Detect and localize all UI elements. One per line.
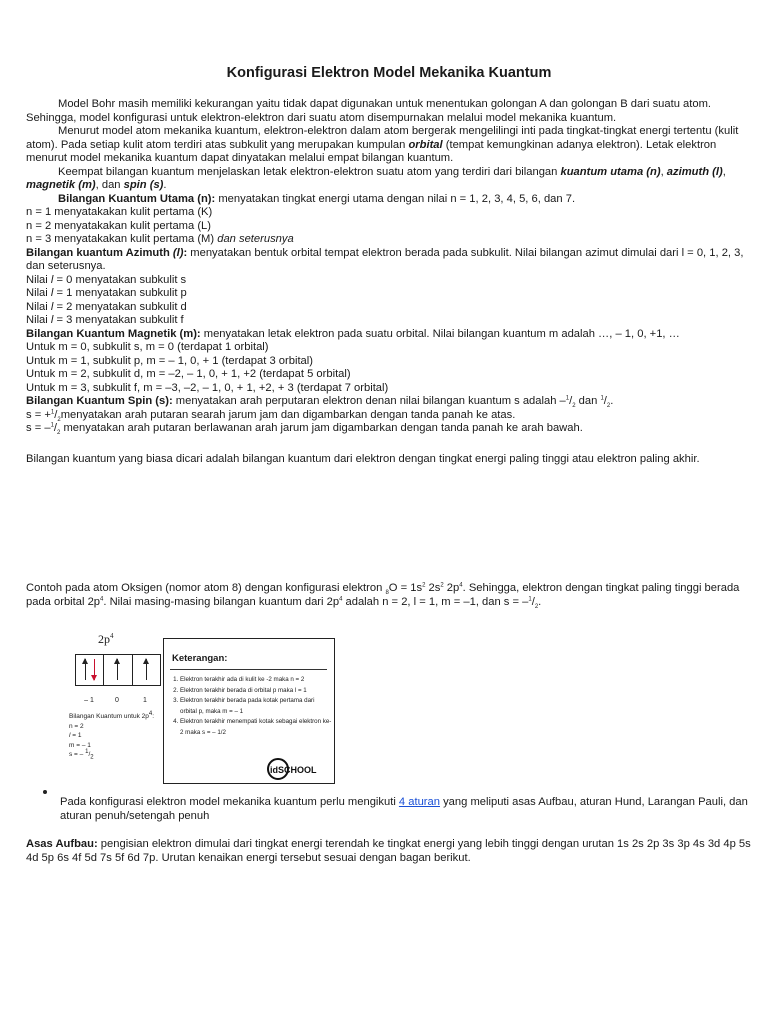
s-positive-line: $s = +^1/_2menyatakan$ arah putaran searah jarum jam dan digambarkan dengan tanda panah ke atas. [26,408,516,423]
qn-title-sup: 4 [148,710,153,717]
n-definition [26,193,752,207]
exp-1: 2 [422,582,426,589]
m0-line: Untuk m = 0, subkulit s, m = 0 (terdapat 1 orbital) [26,341,269,353]
explanation-item: 4. Elektron terakhir menempati kotak sebagai elektron ke-2 maka s = – 1/2 [180,717,332,738]
l-heading-symbol: (l) [172,246,184,259]
l3-text: = 3 menyatakan subkulit f [53,314,184,326]
s-heading: Bilangan Kuantum Spin (s): [26,395,173,407]
nilai-word: Nilai [26,273,51,286]
l3-line [26,314,752,328]
paragraph-dicari: Bilangan kuantum yang biasa dicari adalah bilangan kuantum dari elektron dengan tingkat energi paling tinggi atau elektron paling akhir. [26,453,700,465]
explanation-title: Keterangan: [172,653,228,664]
s-positive-text: menyatakan arah putaran searah jarum jam dan digambarkan dengan tanda panah ke atas. [60,408,516,421]
m-value: – 1 [84,697,94,704]
exp-2: 2 [440,582,444,589]
n1-line: n = 1 menyatakakan kulit pertama (K) [26,206,213,218]
m3-line: Untuk m = 3, subkulit f, m = –3, –2, – 1, 0, + 1, +2, + 3 (terdapat 7 orbital) [26,381,389,394]
example-text-d: 2p [443,582,460,594]
bullet-rules [60,796,752,823]
arrow-up-icon [146,659,147,680]
half-den: 2 [534,603,539,610]
half-num: 1 [50,408,55,415]
l-definition [26,247,752,274]
s-negative-text: menyatakan arah putaran berlawanan arah jarum jam digambarkan dengan tanda panah ke arah bawah. [60,422,583,434]
qn-m: m = – 1 [69,741,91,749]
paragraph-four-numbers [26,166,752,193]
logo-mark: idSCHOOL [270,765,317,775]
n-heading: Bilangan Kuantum Utama (n): [58,192,216,205]
atomic-number: 8 [385,590,389,597]
example-text-a: Contoh pada atom Oksigen (nomor atom 8) dengan konfigurasi elektron [26,582,386,594]
m-value: 1 [143,697,147,704]
half-num: 1 [50,422,54,429]
term-azimuth: azimuth (l) [666,165,723,178]
half-num: 1 [600,395,604,402]
exp-3: 4 [459,582,463,589]
l0-line [26,274,752,288]
paragraph-four-text: Keempat bilangan kuantum menjelaskan letak elektron-elektron suatu atom yang terdiri dari bilangan [58,165,561,178]
s-description-c: . [610,395,614,407]
quantum-number-list [69,712,154,760]
l-heading-text: Bilangan kuantum Azimuth [26,246,173,259]
half-num: 1 [85,748,89,755]
nilai-word: Nilai [26,300,51,313]
orbital-label-sup: 4 [110,632,114,640]
n3-text: n = 3 menyatakakan kulit pertama (M) [26,233,218,245]
bullet-text-a: Pada konfigurasi elektron model mekanika kuantum perlu mengikuti [60,796,399,808]
qn-title-colon: : [152,713,155,720]
orbital-term: orbital [408,138,443,151]
m-value-labels [75,697,159,704]
qn-title-text: Bilangan Kuantum untuk 2p [69,713,149,720]
paragraph-orbital-text-a: Menurut model atom mekanika kuantum, elektron-elektron dalam atom bergerak mengelilingi inti pada tingkat-tingkat energi tertentu (kulit atom). Pada setiap kulit atom terdiri atas subkulit yang merupakan kumpulan [26,125,739,151]
qn-title [69,712,154,722]
explanation-item: 3. Elektron terakhir berada pada kotak pertama dari orbital p, maka m = – 1 [180,696,332,717]
orbital-box-1 [76,655,104,685]
s-negative-symbol: s = – [26,422,51,434]
s-negative-line: $s = -^1/_2$ menyatakan arah putaran berlawanan arah jarum jam digambarkan dengan tanda panah ke arah bawah. [26,422,583,437]
bullet-text-b: yang meliputi asas Aufbau, aturan Hund, Larangan Pauli, dan aturan penuh/setengah penuh [60,796,748,822]
half-den: 2 [57,430,61,437]
example-text-b: O = 1s [388,582,423,594]
orbital-box-3 [133,655,160,685]
arrow-up-icon [117,659,118,680]
example-text-e: . Sehingga, elektron dengan tingkat paling tinggi berada pada orbital 2p [26,582,740,608]
l1-line [26,287,752,301]
m-description: menyatakan letak elektron pada suatu orbital. Nilai bilangan kuantum m adalah …, – 1, 0, +1, … [200,327,680,340]
nilai-word: Nilai [26,314,51,326]
m-value: 0 [115,697,119,704]
s-positive-symbol: s = + [26,408,51,421]
qn-l-symbol: l [69,732,71,739]
aufbau-paragraph [26,838,752,865]
example-text-g: adalah n = 2, l = 1, m = –1, dan s = – [342,595,529,608]
term-spin: spin (s) [123,179,164,191]
s-description-a: menyatakan arah perputaran elektron denan nilai bilangan kuantum s adalah – [172,395,566,407]
orbital-figure [62,630,337,785]
orbital-label-text: 2p [98,632,110,646]
half-num: 1 [528,595,532,602]
divider [170,669,327,670]
term-kuantum-utama: kuantum utama (n) [560,165,661,178]
term-magnetik: magnetik (m) [26,179,96,191]
n-description: menyatakan tingkat energi utama dengan nilai n = 1, 2, 3, 4, 5, 6, dan 7. [215,192,576,205]
sep-3: , dan [95,179,124,191]
paragraph-orbital-text-b: (tempat kemungkinan adanya elektron). Letak elektron menurut model mekanika kuantum dapat dinyatakan melalui empat bilangan kuantum. [26,138,717,164]
paragraph-bohr-text: Model Bohr masih memiliki kekurangan yaitu tidak dapat digunakan untuk menentukan golongan A dan golongan B dari suatu atom. Sehingga, model konfigurasi untuk elektron-elektron dari suatu atom disempurnakan melalui model mekanika kuantum. [26,98,712,124]
explanation-item: 1. Elektron terakhir ada di kulit ke -2 maka n = 2 [180,675,332,686]
half-den: 2 [57,416,61,423]
l-symbol: l [50,300,54,313]
m-definition [26,328,752,342]
l2-text: = 2 menyatakan subkulit d [53,300,187,313]
qn-l-value: = 1 [70,732,82,739]
l-symbol: l [50,287,54,299]
exp-5: 4 [339,595,343,602]
l-description: menyatakan bentuk orbital tempat elektron berada pada subkulit. Nilai bilangan azimut dimulai dari l = 0, 1, 2, 3, dan seterusnya. [26,246,744,272]
n3-line [26,233,752,247]
idschool-logo [267,756,329,782]
example-text-f: . Nilai masing-masing bilangan kuantum dari 2p [103,595,340,608]
explanation-item: 2. Elektron terakhir berada di orbital p maka l = 1 [180,686,332,697]
qn-s: s = – $^1/_2$ [69,748,94,761]
l-symbol: l [50,314,54,326]
l-heading-colon: : [183,246,188,259]
s-definition: Bilangan Kuantum Spin (s): menyatakan arah perputaran elektron denan nilai bilangan kuantum s adalah $-^1/_2$ dan $^1/_2$. [26,395,614,410]
oxygen-example: Contoh pada atom Oksigen (nomor atom 8) dengan konfigurasi elektron $_8O = 1s^2$ $2s^2$ $2p^4$. Sehingga, elektron dengan tingkat paling tinggi berada pada orbital $2p^4$. Nilai masing-masing bilangan kuantum dari $2p^4$ adalah n = 2, l = 1, m = –1, dan $s = -^1/_2$. [26,582,740,610]
nilai-word: Nilai [26,287,51,299]
page-title: Konfigurasi Elektron Model Mekanika Kuantum [226,65,552,81]
n3-emphasis: dan seterusnya [217,233,294,245]
arrow-up-icon [85,659,86,680]
orbital-label [98,632,114,647]
n2-line: n = 2 menyatakakan kulit pertama (L) [26,219,211,232]
l2-line [26,301,752,315]
arrow-down-icon [94,659,95,680]
paragraph-orbital [26,125,752,166]
qn-l [69,731,154,741]
qn-n: n = 2 [69,722,84,730]
orbital-box-2 [104,655,132,685]
exp-4: 4 [100,595,104,602]
aufbau-description: pengisian elektron dimulai dari tingkat energi terendah ke tingkat energi yang lebih tinggi dengan urutan 1s 2s 2p 3s 3p 4s 3d 4p 5s 4d 5p 6s 4f 5d 7s 5f 6d 7p. Urutan kenaikan energi tersebut sesuai dengan bagan berikut. [26,838,751,864]
explanation-list [170,675,332,738]
qn-s-text: s = – [69,751,86,758]
half-den: 2 [606,403,611,410]
bullet-icon [43,790,47,794]
m2-line: Untuk m = 2, subkulit d, m = –2, – 1, 0, + 1, +2 (terdapat 5 orbital) [26,368,351,380]
sep-1: , [660,165,667,178]
half-den: 2 [90,754,94,761]
orbital-boxes [75,654,161,686]
sep-2: , [722,165,726,178]
l-symbol: l [50,273,54,286]
four-rules-link[interactable]: 4 aturan [398,796,440,808]
sep-4: . [163,179,167,191]
aufbau-heading: Asas Aufbau: [26,838,98,850]
half-den: 2 [572,403,576,410]
example-text-c: 2s [425,582,441,594]
l1-text: = 1 menyatakan subkulit p [53,287,187,299]
m1-line: Untuk m = 1, subkulit p, m = – 1, 0, + 1 (terdapat 3 orbital) [26,354,313,367]
half-num: 1 [565,395,570,402]
paragraph-bohr [26,98,752,125]
m-heading: Bilangan Kuantum Magnetik (m): [26,327,201,340]
s-description-b: dan [575,395,601,407]
example-text-h: . [538,595,542,608]
l-heading [26,247,187,259]
l0-text: = 0 menyatakan subkulit s [53,273,187,286]
intro-section [26,98,752,436]
